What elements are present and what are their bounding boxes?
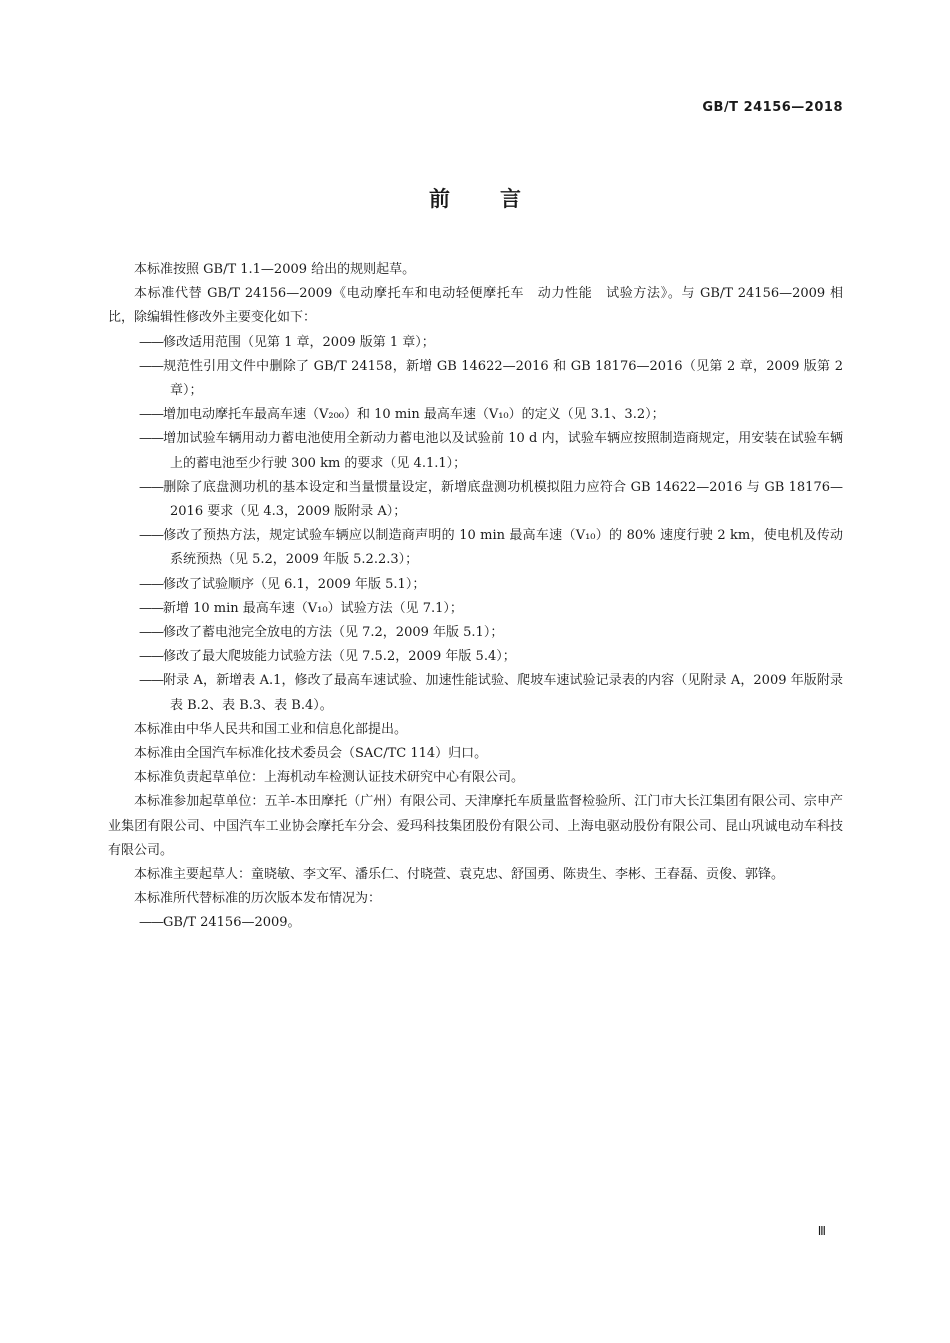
change-item: —— 增加试验车辆用动力蓄电池使用全新动力蓄电池以及试验前 10 d 内，试验车辆应按照制造商规定，用安装在试验车辆上的蓄电池至少行驶 300 km 的要求（见 4.1.1）； xyxy=(108,427,843,475)
change-item: —— 增加电动摩托车最高车速（V₂₀₀）和 10 min 最高车速（V₁₀）的定义（见 3.1、3.2）； xyxy=(108,403,843,427)
change-item: —— 修改了蓄电池完全放电的方法（见 7.2，2009 年版 5.1）； xyxy=(108,621,843,645)
history-item: —— GB/T 24156—2009。 xyxy=(108,911,843,935)
paragraph-proposed-by: 本标准由中华人民共和国工业和信息化部提出。 xyxy=(134,721,408,737)
paragraph-participating-units: 本标准参加起草单位：五羊-本田摩托（广州）有限公司、天津摩托车质量监督检验所、江门市大长江集团有限公司、宗申产业集团有限公司、中国汽车工业协会摩托车分会、爱玛科技集团股份有限公司、上海电驱动股份有限公司、昆山巩诚电动车科技有限公司。 xyxy=(108,794,843,858)
change-item: —— 修改了最大爬坡能力试验方法（见 7.5.2，2009 年版 5.4）； xyxy=(108,645,843,669)
change-item: —— 修改了预热方法，规定试验车辆应以制造商声明的 10 min 最高车速（V₁₀）的 80% 速度行驶 2 km，使电机及传动系统预热（见 5.2，2009 年版 5.2.2.3）； xyxy=(108,524,843,572)
change-item: —— 新增 10 min 最高车速（V₁₀）试验方法（见 7.1）； xyxy=(108,597,843,621)
paragraph-drafting-rules: 本标准按照 GB/T 1.1—2009 给出的规则起草。 xyxy=(134,262,416,277)
change-item: —— 修改了试验顺序（见 6.1，2009 年版 5.1）； xyxy=(108,573,843,597)
document-body xyxy=(108,258,843,936)
change-item: —— 修改适用范围（见第 1 章，2009 版第 1 章）； xyxy=(108,331,843,355)
paragraph-main-drafters: 本标准主要起草人：童晓敏、李文军、潘乐仁、付晓萱、袁克忠、舒国勇、陈贵生、李彬、王春磊、贡俊、郭锋。 xyxy=(134,867,785,883)
paragraph-version-history: 本标准所代替标准的历次版本发布情况为： xyxy=(134,891,382,907)
change-item: —— 规范性引用文件中删除了 GB/T 24158，新增 GB 14622—2016 和 GB 18176—2016（见第 2 章，2009 版第 2 章）； xyxy=(108,355,843,403)
paragraph-managed-by: 本标准由全国汽车标准化技术委员会（SAC/TC 114）归口。 xyxy=(134,746,488,762)
page-title: 前言 xyxy=(429,187,571,211)
paragraph-replaces: 本标准代替 GB/T 24156—2009《电动摩托车和电动轻便摩托车 动力性能 试验方法》。与 GB/T 24156—2009 相比，除编辑性修改外主要变化如下： xyxy=(108,286,843,326)
paragraph-responsible-unit: 本标准负责起草单位：上海机动车检测认证技术研究中心有限公司。 xyxy=(134,770,525,786)
change-item: —— 附录 A，新增表 A.1，修改了最高车速试验、加速性能试验、爬坡车速试验记录表的内容（见附录 A，2009 年版附录表 B.2、表 B.3、表 B.4）。 xyxy=(108,669,843,717)
standard-code: GB/T 24156—2018 xyxy=(702,100,843,115)
page-number: Ⅲ xyxy=(817,1224,826,1238)
change-item: —— 删除了底盘测功机的基本设定和当量惯量设定，新增底盘测功机模拟阻力应符合 GB 14622—2016 与 GB 18176—2016 要求（见 4.3，2009 版附录 A）； xyxy=(108,476,843,524)
